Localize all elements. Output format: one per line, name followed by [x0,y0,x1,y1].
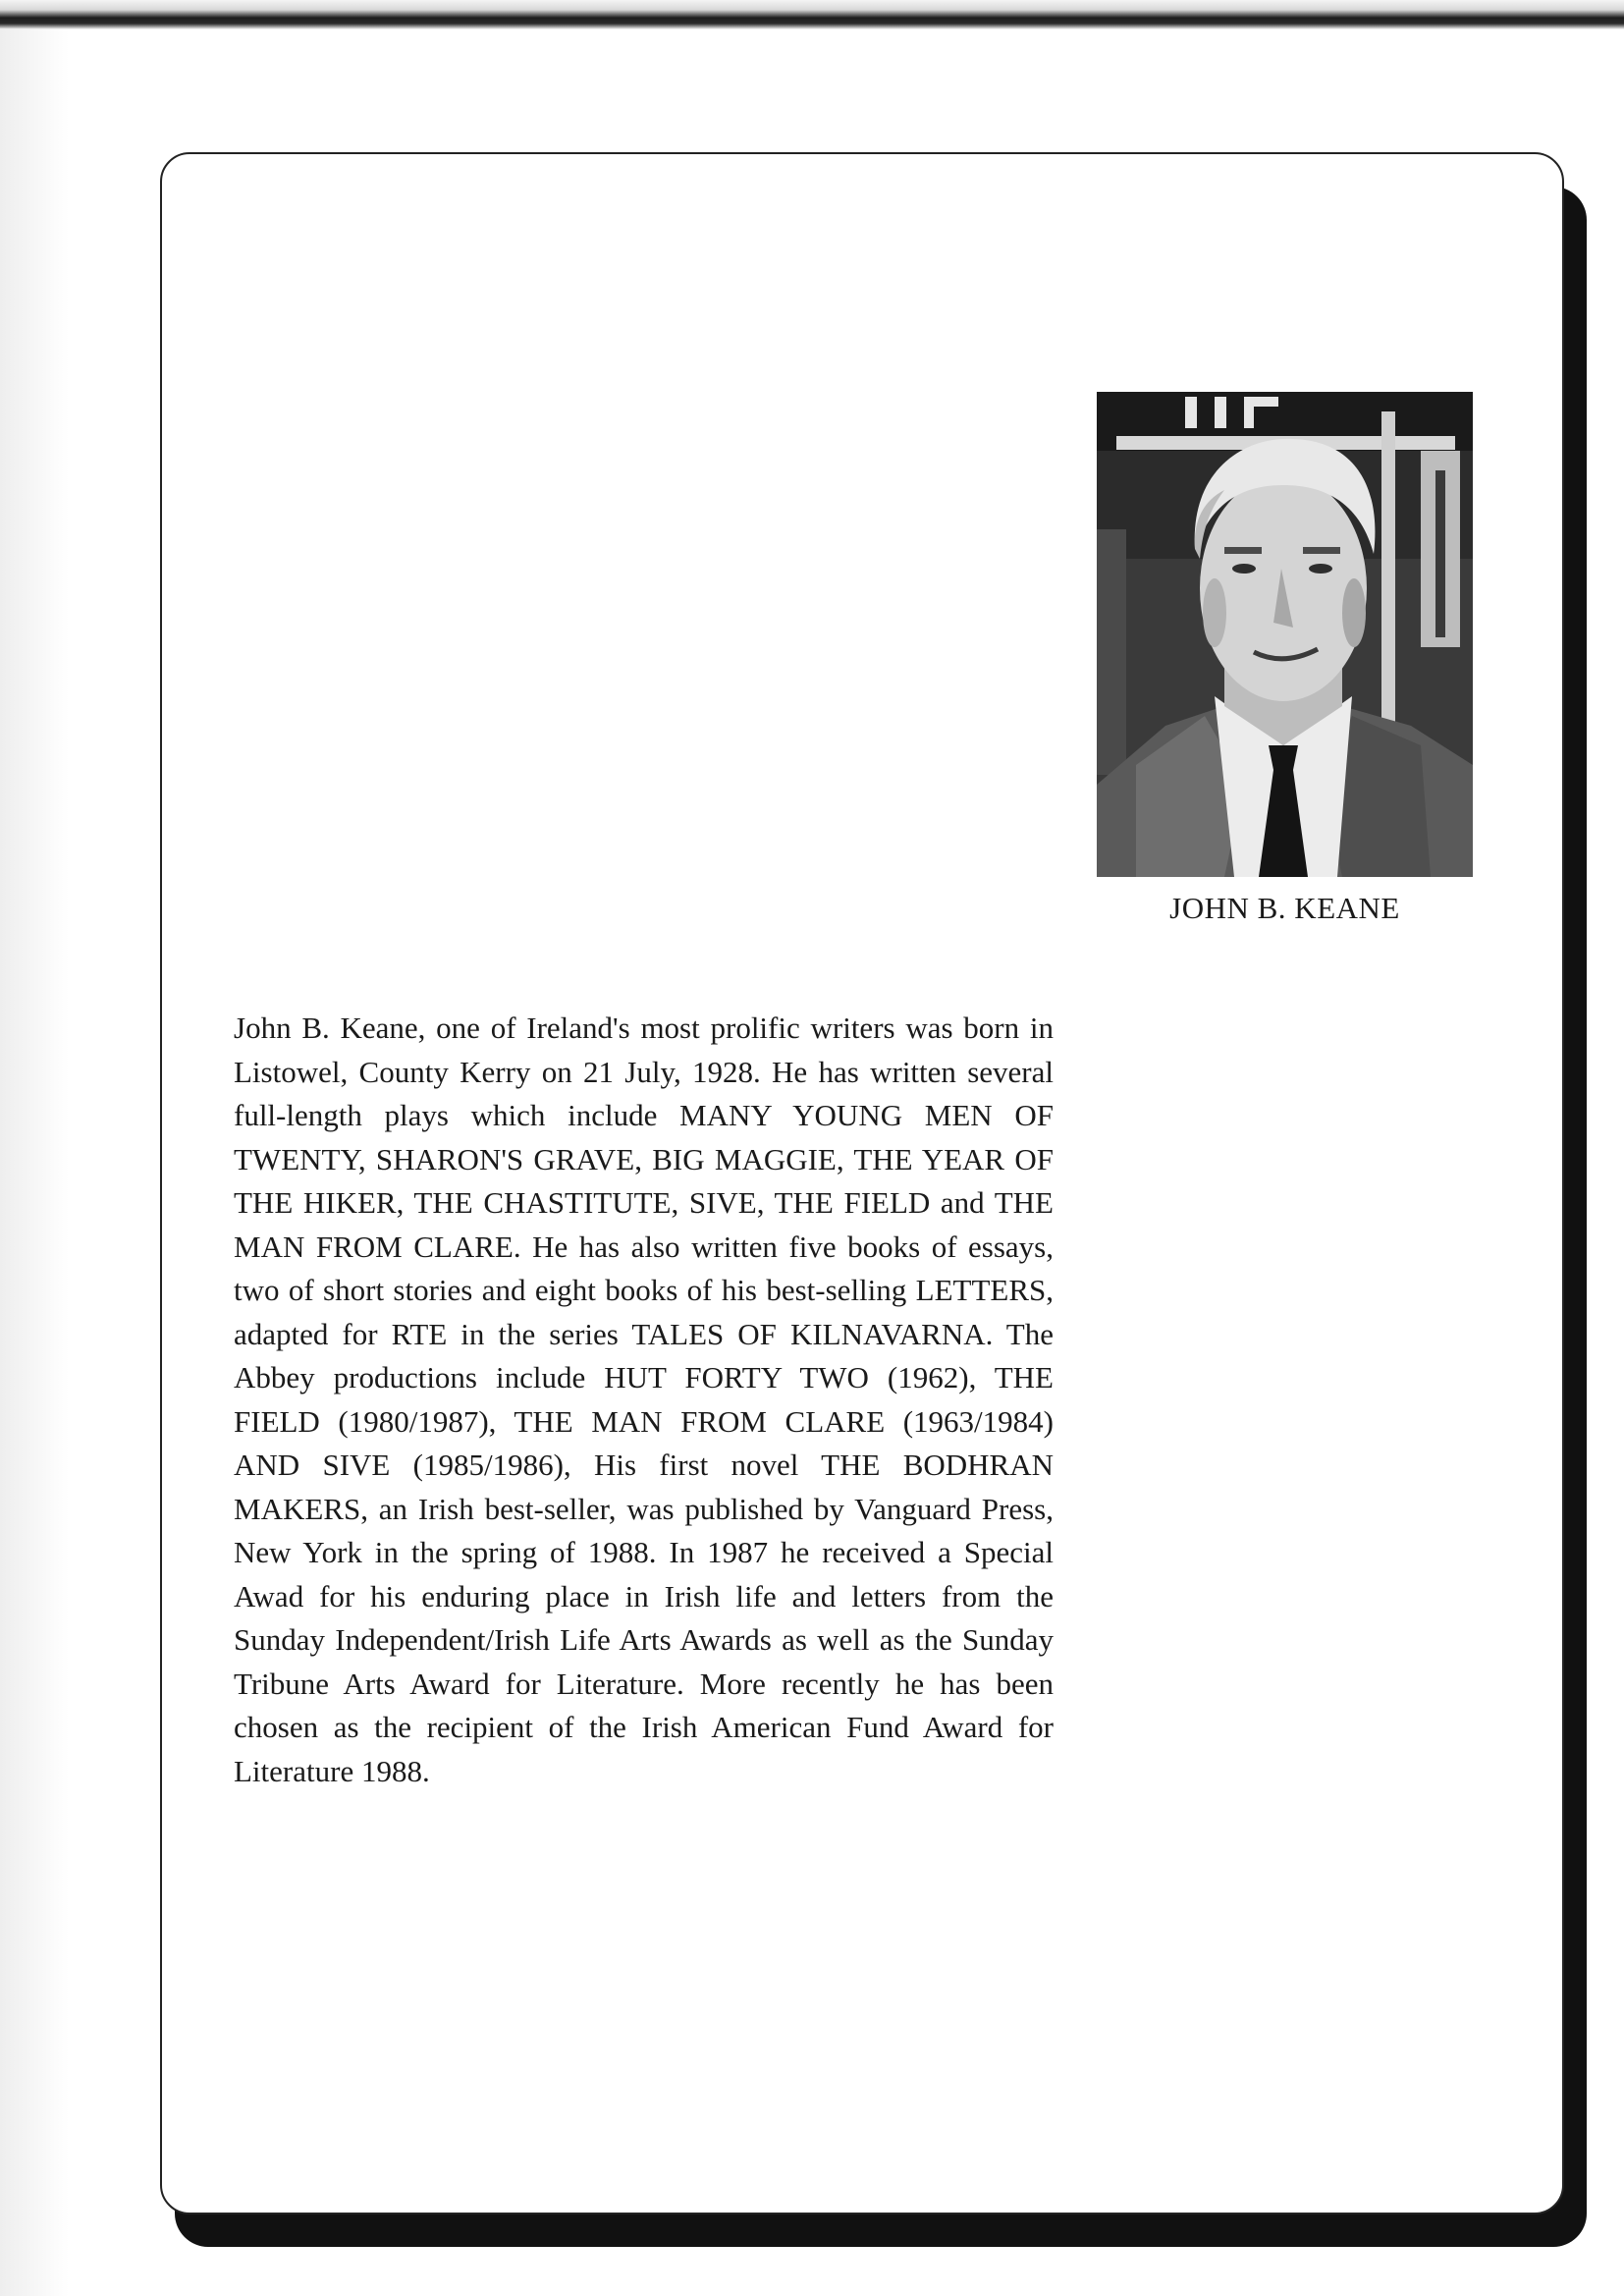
photo-caption: JOHN B. KEANE [1169,891,1400,925]
portrait-photo [1097,392,1473,877]
page-shadow [0,29,69,2296]
biography-paragraph: John B. Keane, one of Ireland's most prolific writers was born in Listowel, County Kerry on 21 July, 1928. He has written several full-length plays which include MANY YOUNG MEN OF TWENTY, SHARON'S GRAVE, BIG MAGGIE, THE YEAR OF THE HIKER, THE CHASTITUTE, SIVE, THE FIELD and THE MAN FROM CLARE. He has also written five books of essays, two of short stories and eight books of his best-selling LETTERS, adapted for RTE in the series TALES OF KILNAVARNA. The Abbey productions include HUT FORTY TWO (1962), THE FIELD (1980/1987), THE MAN FROM CLARE (1963/1984) AND SIVE (1985/1986), His first novel THE BODHRAN MAKERS, an Irish best-seller, was published by Vanguard Press, New York in the spring of 1988. In 1987 he received a Special Awad for his enduring place in Irish life and letters from the Sunday Independent/Irish Life Arts Awards as well as the Sunday Tribune Arts Award for Literature. More recently he has been chosen as the recipient of the Irish American Fund Award for Literature 1988. [234,1011,1054,1788]
scanner-edge [0,0,1624,29]
portrait-illustration [1097,392,1473,877]
